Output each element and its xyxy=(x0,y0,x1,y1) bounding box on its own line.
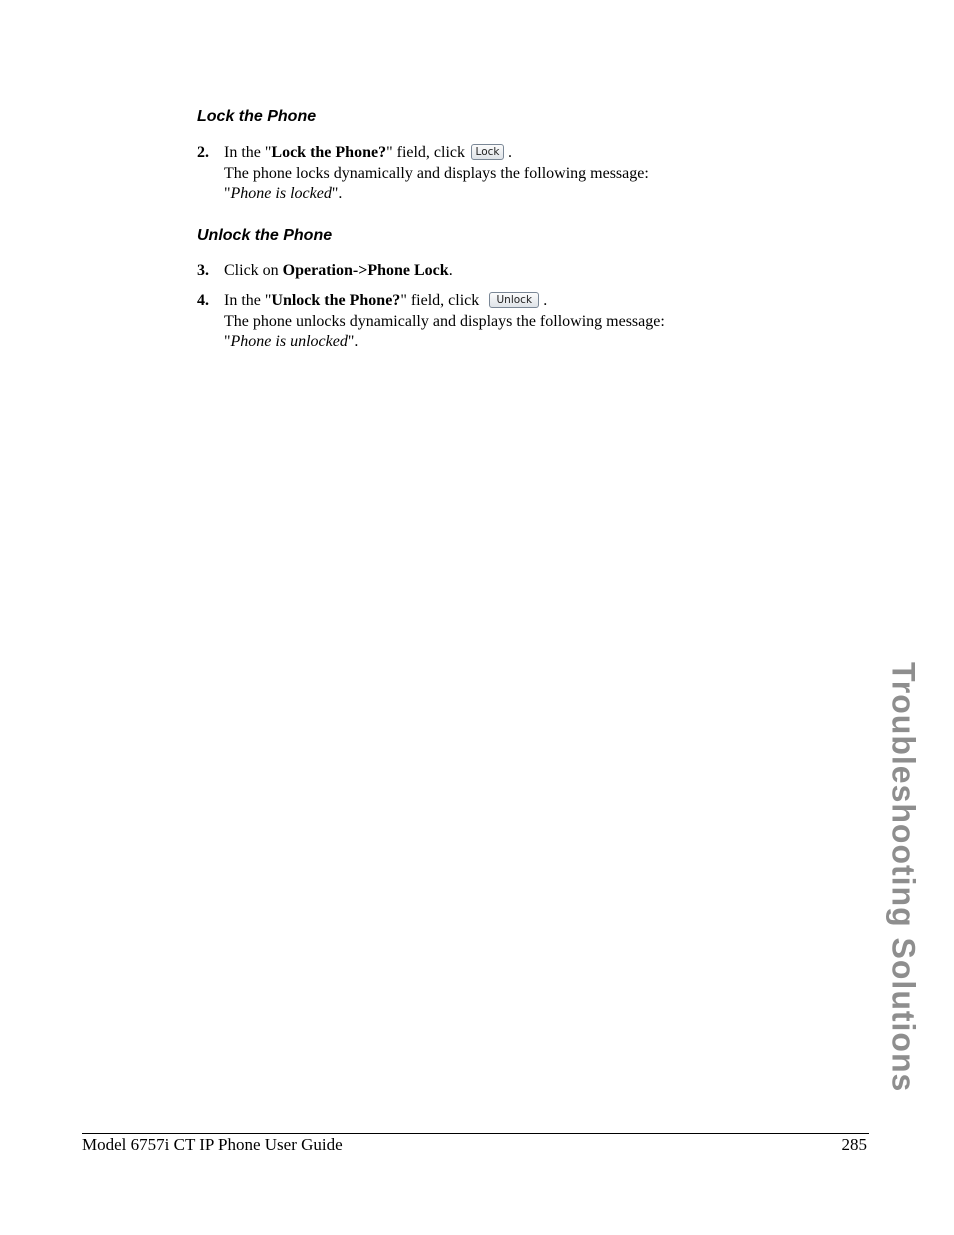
step-description: The phone locks dynamically and displays the following message: xyxy=(224,164,649,182)
lock-button[interactable]: Lock xyxy=(471,144,504,160)
step-number: 4. xyxy=(197,292,209,309)
step-3 xyxy=(197,261,797,282)
step-instruction: Click on Operation->Phone Lock. xyxy=(224,262,453,279)
step-message: "Phone is unlocked". xyxy=(224,333,359,350)
footer-divider xyxy=(82,1133,869,1134)
step-4 xyxy=(197,291,797,353)
field-name: Lock the Phone? xyxy=(271,144,387,161)
step-2 xyxy=(197,143,797,205)
unlock-button[interactable]: Unlock xyxy=(489,292,539,308)
step-message: "Phone is locked". xyxy=(224,185,343,202)
section-heading-unlock: Unlock the Phone xyxy=(197,227,333,244)
step-instruction: In the "Lock the Phone?" field, click Lock . xyxy=(224,144,513,161)
step-number: 3. xyxy=(197,262,209,279)
section-heading-lock: Lock the Phone xyxy=(197,108,317,125)
chapter-side-tab xyxy=(883,645,923,1110)
chapter-side-tab-label: Troubleshooting Solutions xyxy=(885,662,922,1093)
page-number: 285 xyxy=(841,1135,867,1154)
step-number: 2. xyxy=(197,144,209,161)
footer-title: Model 6757i CT IP Phone User Guide xyxy=(82,1135,343,1154)
step-description: The phone unlocks dynamically and displays the following message: xyxy=(224,312,665,330)
menu-path: Operation->Phone Lock xyxy=(282,262,449,279)
field-name: Unlock the Phone? xyxy=(271,292,401,309)
step-instruction: In the "Unlock the Phone?" field, click Unlock . xyxy=(224,292,548,309)
